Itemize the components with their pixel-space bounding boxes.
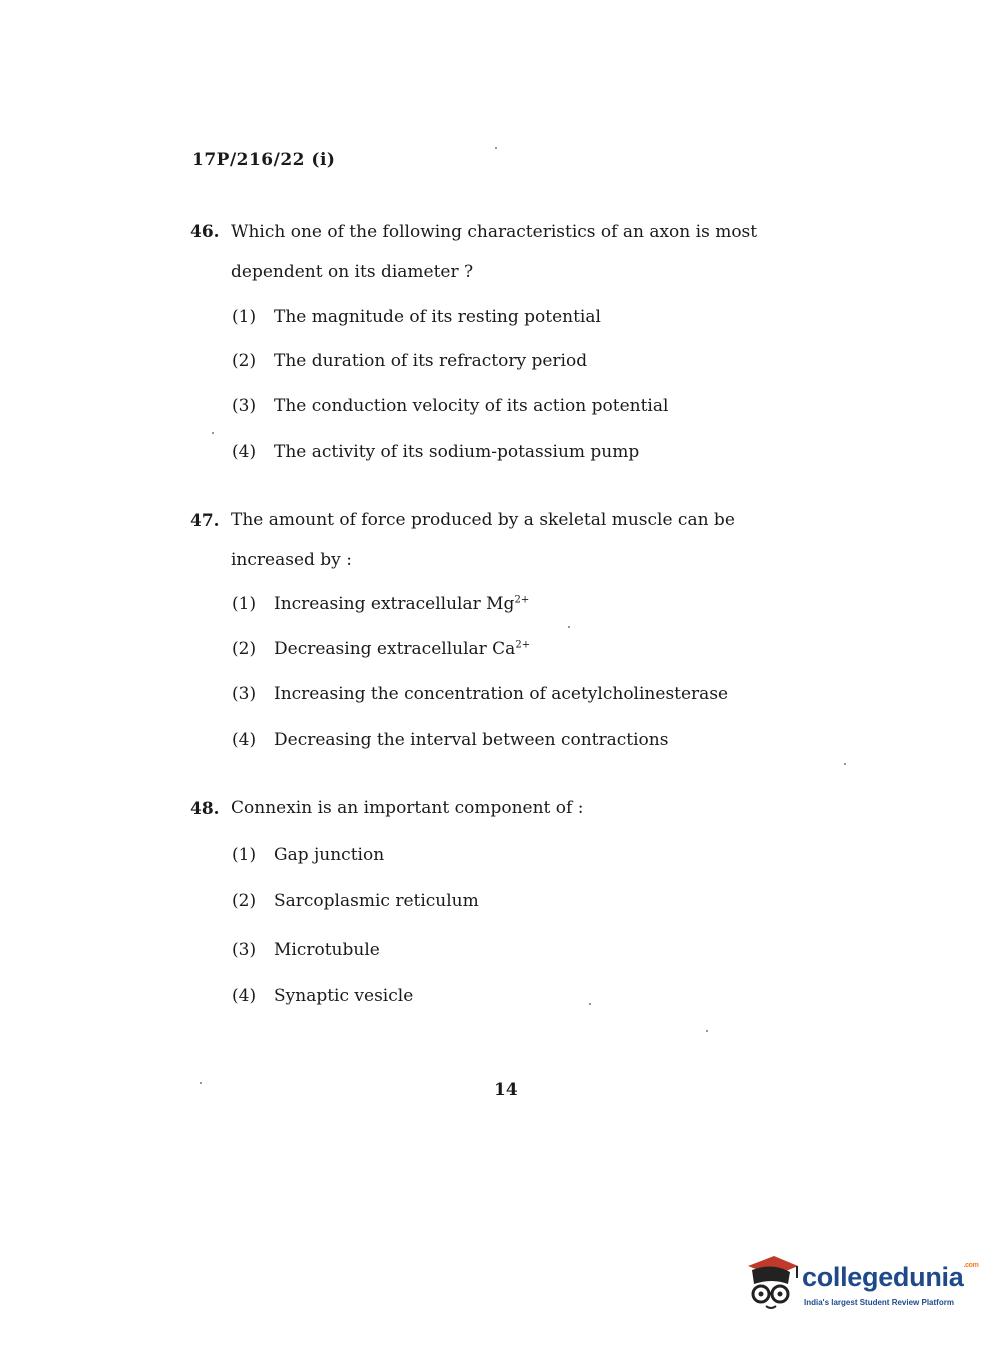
option-number: (2)	[232, 639, 257, 659]
option-text: Decreasing the interval between contractions	[274, 730, 669, 750]
option-number: (3)	[232, 940, 257, 960]
option-text: Microtubule	[274, 940, 380, 960]
scan-speck	[568, 626, 570, 628]
logo-name: collegedunia	[802, 1262, 964, 1292]
option-text: Synaptic vesicle	[274, 986, 414, 1006]
logo-dotcom: .com	[963, 1262, 979, 1269]
question-text: The amount of force produced by a skeletal muscle can be increased by :	[231, 510, 735, 570]
option	[232, 442, 639, 462]
page-code: 17P/216/22 (i)	[192, 150, 336, 170]
option	[232, 891, 479, 911]
option-number: (4)	[232, 730, 257, 750]
superscript: 2+	[515, 639, 531, 651]
option-number: (3)	[232, 396, 257, 416]
option-number: (3)	[232, 684, 257, 704]
option-text: The conduction velocity of its action potential	[274, 396, 669, 416]
collegedunia-logo[interactable]	[742, 1248, 979, 1318]
option	[232, 396, 668, 416]
option-text: The magnitude of its resting potential	[274, 307, 601, 327]
superscript: 2+	[514, 594, 530, 606]
option-text: Sarcoplasmic reticulum	[274, 891, 479, 911]
option	[232, 940, 380, 960]
option	[232, 307, 601, 327]
question-number: 47.	[190, 511, 220, 531]
option	[232, 986, 413, 1006]
page-number: 14	[494, 1080, 518, 1100]
scan-speck	[200, 1082, 202, 1084]
option-text: The activity of its sodium-potassium pump	[274, 442, 640, 462]
option-text: The duration of its refractory period	[274, 351, 588, 371]
logo-tagline: India's largest Student Review Platform	[804, 1298, 954, 1307]
scan-speck	[706, 1030, 708, 1032]
scan-speck	[495, 147, 497, 149]
option	[232, 351, 587, 371]
question-number: 46.	[190, 222, 220, 242]
option-number: (2)	[232, 891, 257, 911]
option	[232, 730, 668, 750]
option	[232, 639, 530, 659]
question-text: Which one of the following characteristics of an axon is most dependent on its diameter ?	[231, 222, 758, 282]
option	[232, 684, 728, 704]
option-text: Increasing extracellular Mg	[274, 594, 515, 614]
option-number: (1)	[232, 307, 257, 327]
scan-speck	[212, 432, 214, 434]
option-number: (1)	[232, 845, 257, 865]
option-number: (4)	[232, 442, 257, 462]
option	[232, 594, 529, 614]
scan-speck	[844, 763, 846, 765]
question-text: Connexin is an important component of :	[231, 798, 584, 818]
option-text: Increasing the concentration of acetylcholinesterase	[274, 684, 729, 704]
option-text: Decreasing extracellular Ca	[274, 639, 516, 659]
scan-speck	[589, 1003, 591, 1005]
option-number: (1)	[232, 594, 257, 614]
option-text: Gap junction	[274, 845, 385, 865]
option	[232, 845, 384, 865]
mascot-icon	[742, 1254, 800, 1312]
option-number: (4)	[232, 986, 257, 1006]
option-number: (2)	[232, 351, 257, 371]
question-number: 48.	[190, 799, 220, 819]
